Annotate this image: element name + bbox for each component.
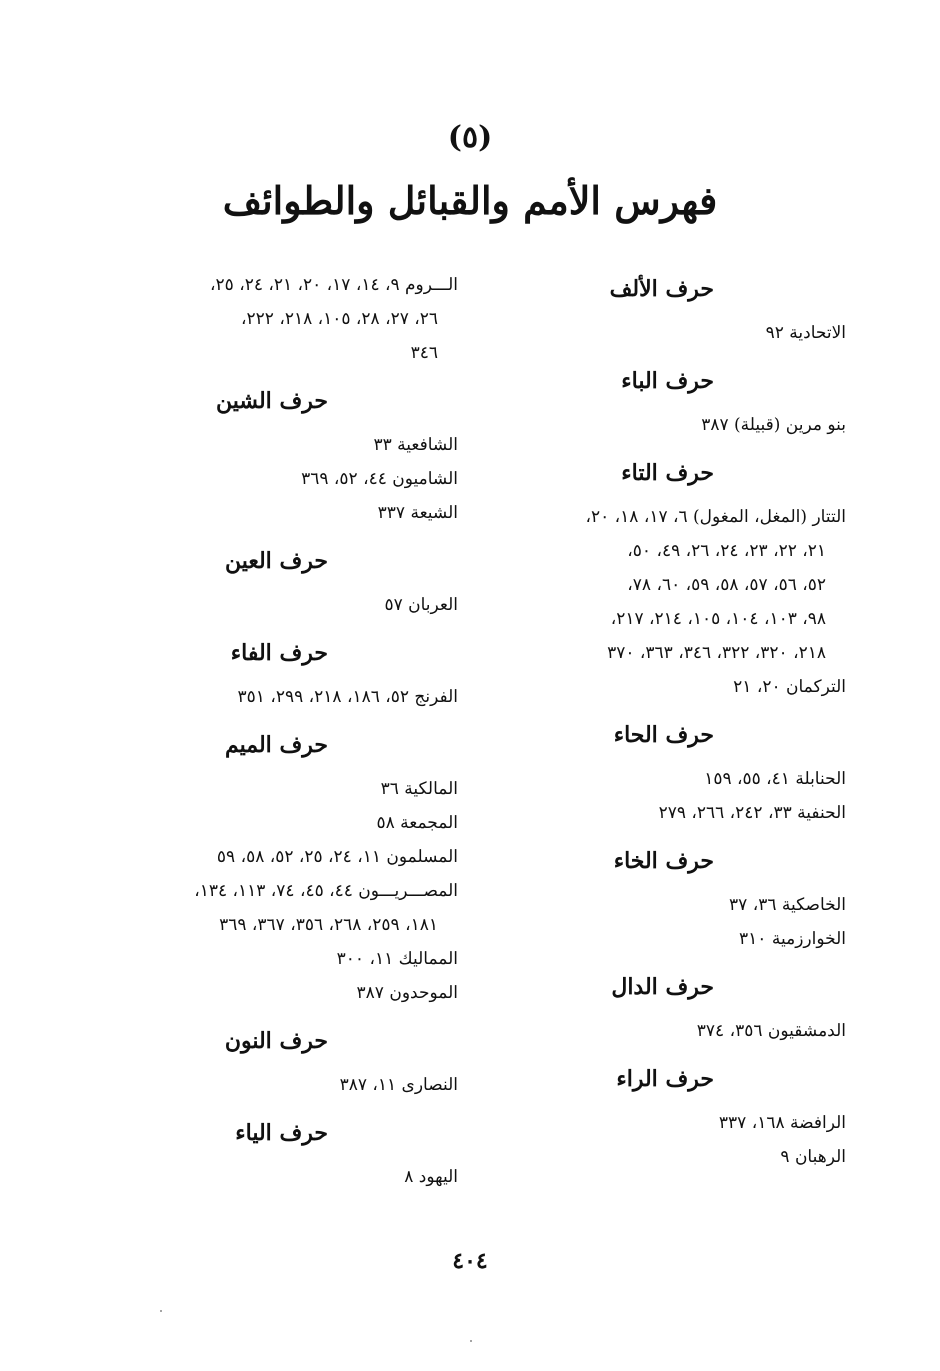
entry-line: الخوارزمية ٣١٠: [739, 929, 846, 949]
index-section: [470, 848, 846, 966]
index-entry: [470, 500, 846, 670]
entry-line: الخاصكية ٣٦، ٣٧: [729, 895, 846, 915]
entry-line: الشافعية ٣٣: [373, 435, 458, 455]
page-title: فهرس الأمم والقبائل والطوائف: [222, 178, 718, 223]
entry-line: الحنابلة ٤١، ٥٥، ١٥٩: [704, 769, 846, 789]
entry-line: الرافضة ١٦٨، ٣٣٧: [718, 1113, 846, 1133]
index-entry: [470, 316, 846, 350]
index-entry: [470, 796, 846, 830]
letter-heading: حرف الخاء: [613, 848, 714, 874]
index-entry: [80, 1160, 458, 1194]
entry-line: الشيعة ٣٣٧: [377, 503, 458, 523]
entry-line: الرهبان ٩: [780, 1147, 846, 1167]
letter-heading: حرف الياء: [235, 1120, 328, 1146]
entry-line: الدمشقيون ٣٥٦، ٣٧٤: [696, 1021, 846, 1041]
index-section: [80, 1028, 458, 1112]
entry-continuation: ١٨١، ٢٥٩، ٢٦٨، ٣٥٦، ٣٦٧، ٣٦٩: [219, 915, 438, 935]
entry-line: المسلمون ١١، ٢٤، ٢٥، ٥٢، ٥٨، ٥٩: [216, 847, 458, 867]
page-number: ٤٠٤: [452, 1248, 488, 1274]
index-entry: [80, 874, 458, 942]
index-section: [80, 388, 458, 540]
index-section: [80, 268, 458, 380]
index-entry: [470, 922, 846, 956]
index-entry: [80, 806, 458, 840]
entry-line: الاتحادية ٩٢: [765, 323, 846, 343]
entry-line: المالكية ٣٦: [380, 779, 458, 799]
index-entry: [80, 496, 458, 530]
index-section: [80, 1120, 458, 1204]
entry-line: التتار (المغل، المغول) ٦، ١٧، ١٨، ٢٠،: [585, 507, 846, 527]
letter-heading: حرف الحاء: [613, 722, 714, 748]
index-section: [470, 368, 846, 452]
index-entry: [80, 680, 458, 714]
letter-heading: حرف الفاء: [230, 640, 328, 666]
index-entry: [80, 772, 458, 806]
entry-continuation: ٣٤٦: [410, 343, 438, 363]
index-entry: [80, 840, 458, 874]
entry-line: اليهود ٨: [404, 1167, 458, 1187]
index-entry: [80, 268, 458, 370]
part-number: (٥): [447, 120, 493, 155]
letter-heading: حرف الدال: [611, 974, 714, 1000]
index-section: [470, 460, 846, 714]
index-entry: [80, 588, 458, 622]
index-entry: [470, 408, 846, 442]
index-entry: [470, 888, 846, 922]
index-entry: [470, 670, 846, 704]
index-section: [80, 732, 458, 1020]
index-section: [470, 276, 846, 360]
index-entry: [470, 1106, 846, 1140]
letter-heading: حرف الراء: [616, 1066, 714, 1092]
letter-heading: حرف النون: [224, 1028, 328, 1054]
index-entry: [80, 976, 458, 1010]
entry-line: بنو مرين (قبيلة) ٣٨٧: [701, 415, 846, 435]
entry-continuation: ٢٦، ٢٧، ٢٨، ١٠٥، ٢١٨، ٢٢٢،: [241, 309, 438, 329]
letter-heading: حرف الباء: [621, 368, 714, 394]
letter-heading: حرف العين: [224, 548, 328, 574]
entry-continuation: ٢١٨، ٣٢٠، ٣٢٢، ٣٤٦، ٣٦٣، ٣٧٠: [607, 643, 826, 663]
letter-heading: حرف الشين: [215, 388, 328, 414]
index-section: [80, 548, 458, 632]
entry-line: النصارى ١١، ٣٨٧: [339, 1075, 458, 1095]
entry-line: الحنفية ٣٣، ٢٤٢، ٢٦٦، ٢٧٩: [658, 803, 846, 823]
index-entry: [80, 1068, 458, 1102]
entry-line: الشاميون ٤٤، ٥٢، ٣٦٩: [301, 469, 458, 489]
right-column: [470, 268, 846, 1184]
index-entry: [80, 428, 458, 462]
entry-line: المجمعة ٥٨: [376, 813, 458, 833]
index-entry: [470, 1140, 846, 1174]
index-entry: [80, 462, 458, 496]
letter-heading: حرف الألف: [609, 276, 714, 302]
entry-continuation: ٢١، ٢٢، ٢٣، ٢٤، ٢٦، ٤٩، ٥٠،: [627, 541, 826, 561]
left-column: [80, 268, 458, 1204]
paper-speck: [470, 1340, 472, 1342]
entry-continuation: ٩٨، ١٠٣، ١٠٤، ١٠٥، ٢١٤، ٢١٧،: [610, 609, 826, 629]
entry-line: المصـــريـــون ٤٤، ٤٥، ٧٤، ١١٣، ١٣٤،: [194, 881, 458, 901]
index-entry: [80, 942, 458, 976]
entry-continuation: ٥٢، ٥٦، ٥٧، ٥٨، ٥٩، ٦٠، ٧٨،: [627, 575, 826, 595]
entry-line: الـــروم ٩، ١٤، ١٧، ٢٠، ٢١، ٢٤، ٢٥،: [210, 275, 458, 295]
entry-line: الموحدون ٣٨٧: [356, 983, 458, 1003]
entry-line: الفرنج ٥٢، ١٨٦، ٢١٨، ٢٩٩، ٣٥١: [237, 687, 458, 707]
index-section: [470, 974, 846, 1058]
index-entry: [470, 1014, 846, 1048]
index-entry: [470, 762, 846, 796]
paper-speck: [160, 1310, 162, 1312]
letter-heading: حرف الميم: [224, 732, 328, 758]
index-section: [80, 640, 458, 724]
entry-line: العربان ٥٧: [384, 595, 458, 615]
index-section: [470, 722, 846, 840]
index-section: [470, 1066, 846, 1184]
entry-line: المماليك ١١، ٣٠٠: [336, 949, 458, 969]
entry-line: التركمان ٢٠، ٢١: [733, 677, 846, 697]
letter-heading: حرف التاء: [621, 460, 714, 486]
